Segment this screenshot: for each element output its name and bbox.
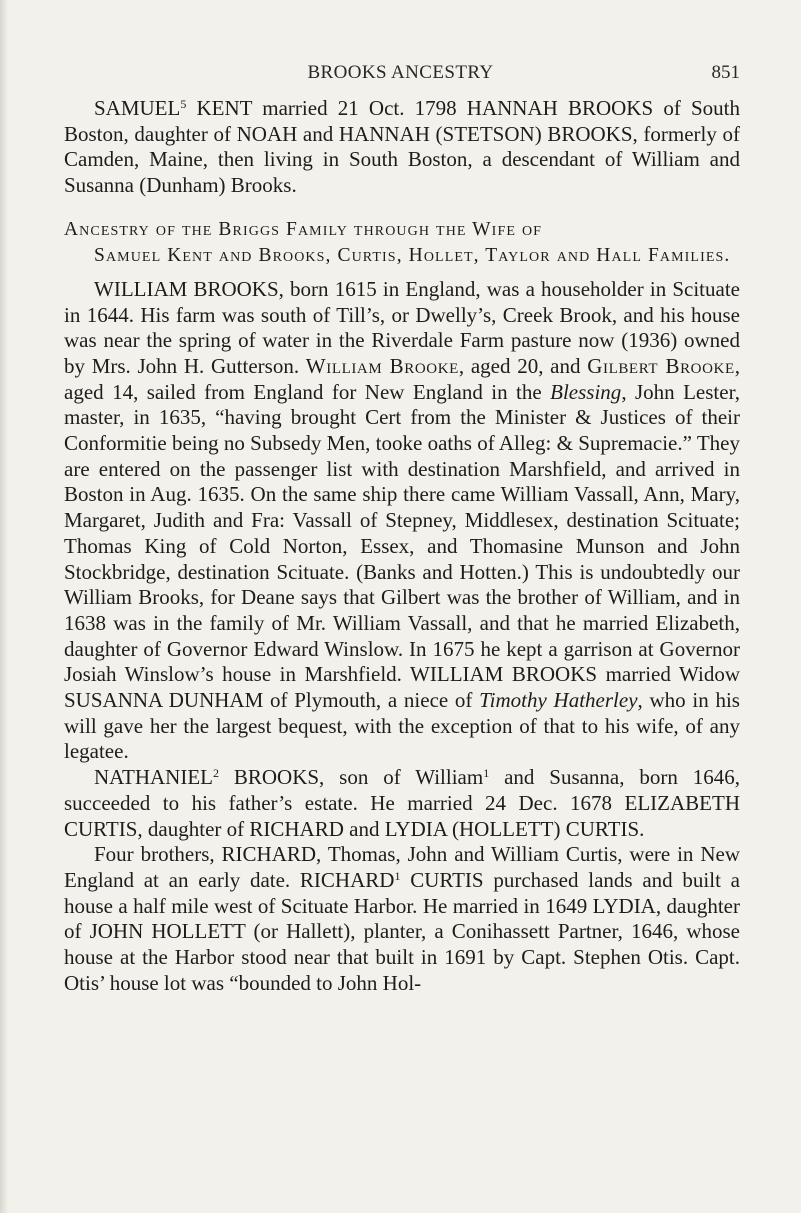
body-text xyxy=(64,96,740,997)
heading-line-2: Samuel Kent and Brooks, Curtis, Hollet, Taylor xyxy=(94,244,551,266)
p1-text-b: KENT married 21 Oct. 1798 HANNAH BROOKS of South Boston, daughter of NOAH and HANNAH (STETSON) BROOKS, formerly of Camden, Maine, then living in South Boston, a descendant of William and Susanna (Dunham) Brooks. xyxy=(64,96,740,198)
generation-superscript: 2 xyxy=(212,766,219,781)
page-gutter-shadow xyxy=(0,0,8,1213)
p2-smallcaps-gilbert-brooke: Gilbert Brooke xyxy=(587,353,735,378)
generation-superscript: 5 xyxy=(180,97,187,111)
paragraph-william-brooks xyxy=(64,277,740,765)
p2-italic-ship-name: Blessing xyxy=(550,379,622,404)
p2-text-b: , aged 20, and xyxy=(458,353,588,378)
paragraph-curtis-brothers xyxy=(64,842,740,996)
p2-text-d: , John Lester, master, in 1635, “having brought Cert from the Minister & Justices of their Conformitie being no Subsedy Men, tooke oaths of Alleg: & Supremacie.” They are entered on the passenger list with destination Marshfield, and arrived in Boston in Aug. 1635. On the same ship there came William Vassall, Ann, Mary, Margaret, Judith and Fra: Vassall of Stepney, Middlesex, destination Scituate; Thomas King of Cold Norton, Essex, and Thomasine Munson and John Stockbridge, destination Scituate. (Banks and Hotten.) This is undoubtedly our William Brooks, for Deane says that Gilbert was the brother of William, and in 1638 was in the family of Mr. William Vassall, and that he married Elizabeth, daughter of Governor Edward Winslow. In 1675 he kept a garrison at Governor Josiah Winslow’s house in Marshfield. WILLIAM BROOKS married Widow SUSANNA DUNHAM of Plymouth, a niece of xyxy=(64,379,740,713)
p1-text-a: SAMUEL xyxy=(94,96,181,120)
p2-text-a: WILLIAM BROOKS, born 1615 in England, was a householder in Scituate in 1644. His farm was south of Till’s, or Dwelly’s, Creek Brook, and his house was near the spring of water in the Riverdale Farm pasture now (1936) owned by Mrs. John H. Gutterson. xyxy=(64,276,740,378)
paragraph-samuel-kent xyxy=(64,96,740,199)
p3-text-c: and Susanna, born 1646, succeeded to his father’s estate. He married 24 Dec. 1678 ELIZABETH CURTIS, daughter of RICHARD and LYDIA (HOLLETT) CURTIS. xyxy=(64,765,740,841)
p3-text-b: BROOKS, son of William xyxy=(218,765,484,790)
running-head xyxy=(0,62,801,90)
p2-smallcaps-william-brooke: William Brooke xyxy=(305,353,459,378)
p3-text-a: NATHANIEL xyxy=(94,765,213,790)
heading-line-3: and Hall Families. xyxy=(556,244,731,266)
p2-italic-hatherley: Timothy Hatherley xyxy=(479,688,638,713)
generation-superscript: 1 xyxy=(394,868,401,883)
heading-line-1: Ancestry of the Briggs Family through the Wife of xyxy=(64,218,543,240)
page-number: 851 xyxy=(711,62,740,83)
section-heading xyxy=(64,217,740,269)
p2-text-e: , who in his will gave her the largest bequest, with the exception of that to his wife, of any legatee. xyxy=(64,688,740,764)
paragraph-nathaniel-brooks xyxy=(64,765,740,842)
p4-text-a: Four brothers, RICHARD, Thomas, John and William Curtis, were in New England at an early date. RICHARD xyxy=(64,842,740,892)
p4-text-b: CURTIS purchased lands and built a house a half mile west of Scituate Harbor. He married in 1649 LYDIA, daughter of JOHN HOLLETT (or Hallett), planter, a Conihassett Partner, 1646, whose house at the Harbor stood near that built in 1691 by Capt. Stephen Otis. Capt. Otis’ house lot was “bounded to John Hol- xyxy=(64,867,740,995)
generation-superscript: 1 xyxy=(483,766,490,781)
running-title: BROOKS ANCESTRY xyxy=(307,62,494,83)
p2-text-c: , aged 14, sailed from England for New England in the xyxy=(64,353,740,404)
